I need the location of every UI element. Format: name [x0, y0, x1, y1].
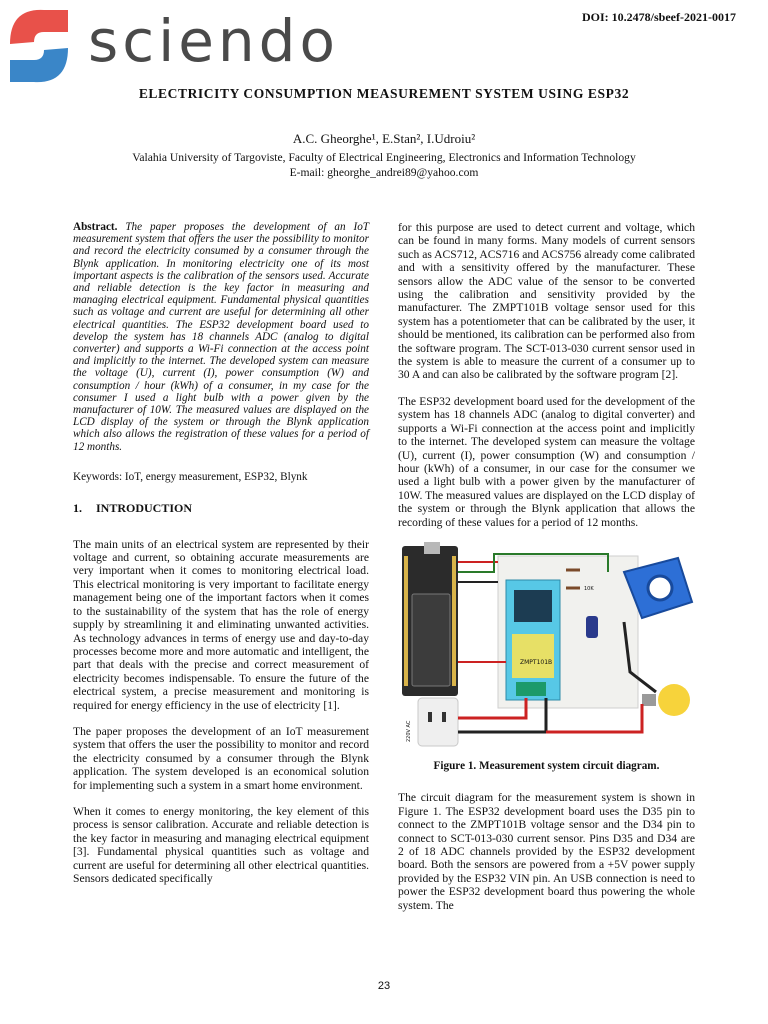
abstract-text: The paper proposes the development of an IoT measurement system that offers the user the possibility to monitor and record the electricity consumed by a consumer through the Blynk application. In monitoring electricity one of its most important aspects is the calibration of the sensors used. Accurate and reliable detection is the key factor in measuring and managing electrical equipment. Fundamental physical quantities such as voltage and current are useful for determining all other electrical quantities. The ESP32 development board used to develop the system has 18 channels ADC (analog to digital converter) and supports a Wi-Fi connection at the access point and implicitly to the internet. The developed system can measure the voltage (U), current (I), power consumption (W) and consumption / hour (kWh) of a consumer, in my case for the consumer I used a light bulb with a power given by the manufacturer of 10W. The measured values are displayed on the LCD display of the system or through the Blynk application which also allows the registration of these values for a period of 12 months. — [73, 221, 370, 453]
paper-title: ELECTRICITY CONSUMPTION MEASUREMENT SYSTEM USING ESP32 — [138, 86, 630, 101]
page-number: 23 — [377, 980, 391, 992]
right-column — [398, 221, 695, 925]
abstract — [73, 221, 369, 453]
resistor-label: 10K — [584, 585, 594, 592]
paragraph: The main units of an electrical system are represented by their voltage and current, so obtaining accurate measurements are very important when it comes to monitoring electrical load. This electrical monitoring is very important to facilitate energy management being one of the important factors when it comes to the sustainability of the system that has the role of energy supply by streamlining it and eliminating unwanted activities. As technology advances in terms of energy use and day-to-day processes become more and more automatic and intelligent, the part that deals with the precise and correct measurement of electricity becomes indispensable. To ensure the future of the electrical system, a precise measurement and monitoring is required for energy efficiency in the use of electricity [1]. — [73, 537, 369, 712]
paragraph: When it comes to energy monitoring, the key element of this process is sensor calibration. Accurate and reliable detection is the key factor in measuring and managing electrical equipment [3]. Fundamental physical quantities such as voltage and current are useful for determining all other electrical quantities. Sensors dedicated specifically — [73, 804, 369, 886]
abstract-label: Abstract. — [73, 221, 118, 233]
zmpt-label: ZMPT101B — [520, 658, 553, 666]
wall-outlet — [418, 698, 458, 746]
zmpt-transformer — [514, 590, 552, 622]
affiliation: Valahia University of Targoviste, Faculty of Electrical Engineering, Electronics and Information Technology — [132, 151, 636, 164]
doi: DOI: 10.2478/sbeef-2021-0017 — [582, 10, 736, 24]
section-number: 1. — [73, 501, 82, 516]
figure-caption: Figure 1. Measurement system circuit diagram. — [433, 759, 660, 772]
logo-mark-top — [10, 10, 68, 44]
paragraph: The paper proposes the development of an IoT measurement system that offers the user the possibility to monitor and record the electricity consumed by a consumer through the Blynk application. The system developed is an economical solution for implementing such a system in a smart home environment. — [73, 724, 369, 792]
usb-port — [424, 542, 440, 554]
light-bulb — [658, 684, 690, 716]
paragraph: The ESP32 development board used for the development of the system has 18 channels ADC (analog to digital converter) and supports a Wi-Fi connection at the access point and implicitly to the internet. The developed system can measure the voltage (U), current (I), power consumption (W) and consumption / hour (kWh) of a consumer, in our case for the consumer we used a light bulb with a power given by the manufacturer of 10W. The measured values are displayed on the LCD display of the system or through the Blynk application that allows the recording of these values for a period of 12 months. — [398, 394, 695, 529]
logo-text: sciendo — [88, 7, 339, 75]
email: E-mail: gheorghe_andrei89@yahoo.com — [289, 166, 479, 179]
paragraph: for this purpose are used to detect current and voltage, which can be found in many forms. Many models of current sensors such as ACS712, ACS716 and ACS756 already come calibrated and with a sensitivity offered by the manufacturer. These sensors allow the ADC value of the sensor to be converted using the calibration and sensitivity provided by the manufacturer. The ZMPT101B voltage sensor used for this system has a potentiometer that can be calibrated by the user, it should be mentioned, its calibration can be performed also from the software program. The SCT-013-030 current sensor used in the system is able to measure the current of a consumer up to 30 A and can also be calibrated by the software program [2]. — [398, 221, 695, 382]
affiliation-block — [0, 150, 768, 180]
zmpt-body — [512, 634, 554, 678]
section-heading — [73, 502, 369, 515]
zmpt-terminal — [516, 682, 546, 696]
paragraph: The circuit diagram for the measurement system is shown in Figure 1. The ESP32 development board uses the D35 pin to connect to the ZMPT101B voltage sensor and the D34 pin to connect to SCT-013-030 current sensor. Pins D35 and D34 are 2 of 18 ADC channels provided by the ESP32 development board. Both the sensors are powered from a +5V power supply provided by the ESP32 VIN pin. An USB connection is need to power the ESP32 development board thus powering the whole system. The — [398, 791, 695, 912]
section-title: INTRODUCTION — [96, 501, 193, 516]
outlet-label: 220V AC — [406, 720, 412, 742]
keywords: Keywords: IoT, energy measurement, ESP32, Blynk — [73, 470, 308, 483]
authors: A.C. Gheorghe¹, E.Stan², I.Udroiu² — [292, 131, 476, 146]
circuit-figure — [398, 542, 695, 756]
capacitor — [586, 616, 598, 638]
circuit-diagram — [398, 542, 695, 756]
left-column — [73, 221, 369, 898]
logo-mark-bottom — [10, 48, 68, 82]
esp32-module — [412, 594, 450, 686]
